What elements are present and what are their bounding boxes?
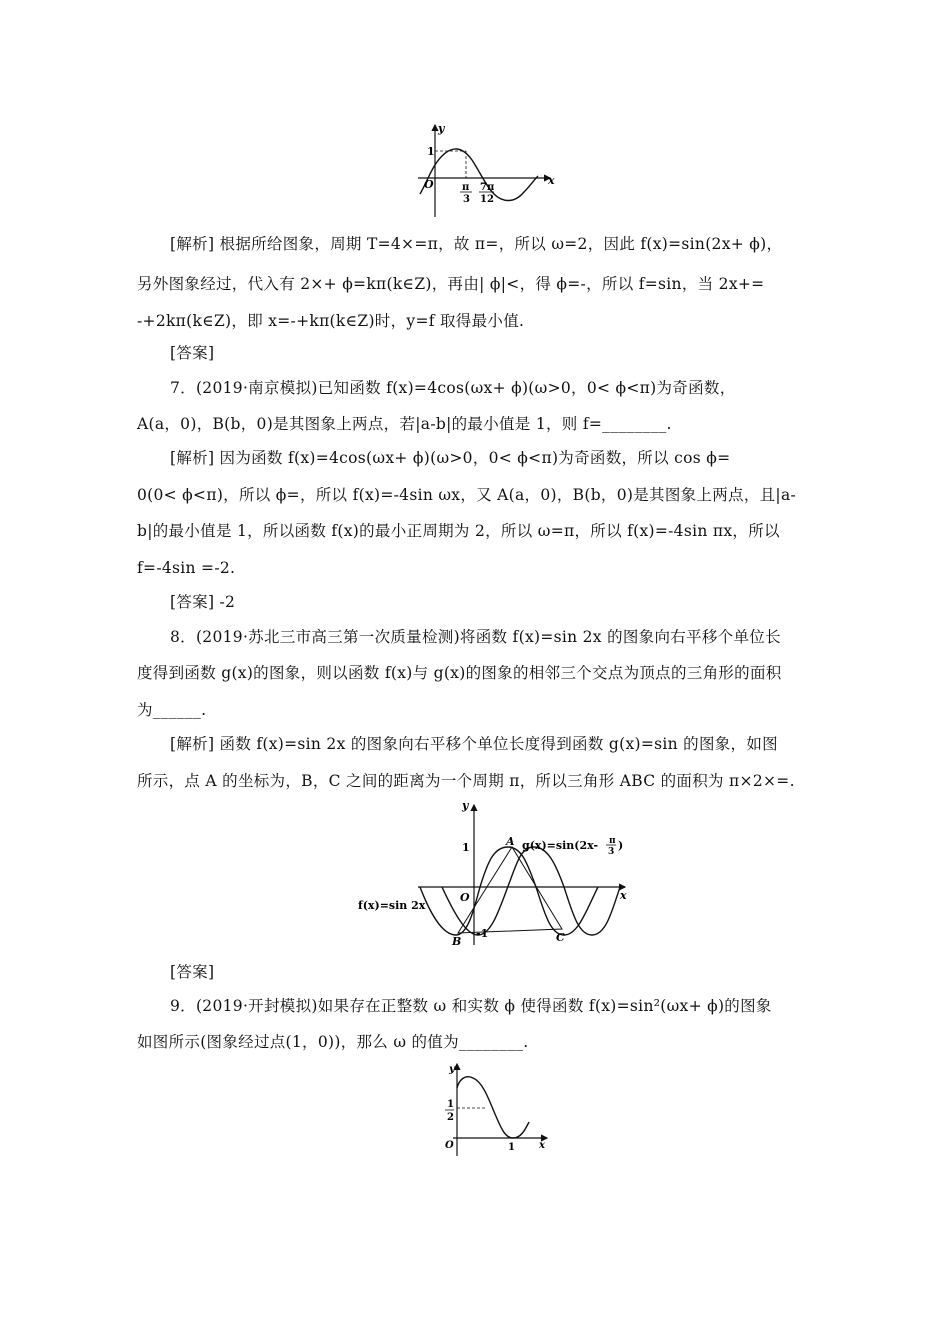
x-tick-one: 1	[508, 1142, 515, 1153]
y-label: y	[462, 799, 469, 812]
f-function-label: f(x)=sin 2x	[358, 899, 426, 912]
origin-label: O	[445, 1140, 454, 1151]
point-c-label: C	[556, 931, 565, 944]
y-tick-one: 1	[462, 841, 470, 854]
q8-analysis-line-1: [解析] 函数 f(x)=sin 2x 的图象向右平移个单位长度得到函数 g(x)=sin 的图象，如图	[170, 735, 778, 753]
y-tick-one: 1	[427, 145, 435, 158]
y-label: y	[449, 1064, 455, 1075]
g-function-pi: π	[609, 836, 616, 846]
sine-graph-figure-1	[390, 120, 570, 220]
q8-analysis-line-2: 所示，点 A 的坐标为，B，C 之间的距离为一个周期 π，所以三角形 ABC 的面积为 π×2×=.	[137, 772, 795, 790]
half-num: 1	[447, 1099, 454, 1110]
g-function-close: )	[618, 839, 624, 852]
q9-line-2: 如图所示(图象经过点(1，0))，那么 ω 的值为________.	[137, 1033, 529, 1051]
q7-line-1: 7．(2019·南京模拟)已知函数 f(x)=4cos(ωx+ ϕ)(ω>0，0< ϕ<π)为奇函数，	[170, 379, 736, 397]
origin-label: O	[424, 178, 434, 191]
origin-label: O	[460, 891, 470, 904]
tick-pi3-num: π	[462, 182, 470, 193]
tick-pi3-den: 3	[463, 194, 470, 205]
p6-analysis-line-1: [解析] 根据所给图象，周期 T=4×=π，故 π=，所以 ω=2，因此 f(x)=sin(2x+ ϕ)，	[170, 235, 783, 253]
q8-line-3: 为______.	[137, 701, 207, 719]
p6-analysis-line-2: 另外图象经过，代入有 2×+ ϕ=kπ(k∈Z)，再由| ϕ|<，得 ϕ=-，所以 f=sin，当 2x+=	[137, 275, 765, 293]
g-function-label: g(x)=sin(2x-	[522, 839, 599, 852]
y-tick-neg-one: -1	[476, 927, 489, 940]
q7-analysis-line-4: f=-4sin =-2.	[137, 559, 236, 577]
q7-line-2: A(a，0)，B(b，0)是其图象上两点，若|a-b|的最小值是 1，则 f=________.	[137, 415, 672, 433]
tick-7pi12-num: 7π	[480, 182, 495, 193]
half-den: 2	[447, 1112, 454, 1123]
x-label: x	[548, 174, 555, 187]
q7-analysis-line-1: [解析] 因为函数 f(x)=4cos(ωx+ ϕ)(ω>0，0< ϕ<π)为奇函数，所以 cos ϕ=	[170, 449, 731, 467]
g-function-den: 3	[608, 847, 615, 857]
point-a-label: A	[506, 835, 515, 848]
sine-squared-graph-figure-3	[425, 1060, 565, 1160]
q8-line-1: 8．(2019·苏北三市高三第一次质量检测)将函数 f(x)=sin 2x 的图象向右平移个单位长	[170, 628, 781, 646]
p6-analysis-line-3: -+2kπ(k∈Z)，即 x=-+kπ(k∈Z)时，y=f 取得最小值.	[137, 312, 525, 330]
y-label: y	[438, 122, 445, 135]
point-b-label: B	[452, 935, 462, 948]
q8-line-2: 度得到函数 g(x)的图象，则以函数 f(x)与 g(x)的图象的相邻三个交点为顶点的三角形的面积	[137, 664, 782, 682]
f-curve	[420, 847, 598, 935]
tick-7pi12-den: 12	[480, 194, 494, 205]
p6-answer: [答案]	[170, 344, 215, 362]
q8-answer: [答案]	[170, 963, 215, 981]
q7-analysis-line-2: 0(0< ϕ<π)，所以 ϕ=，所以 f(x)=-4sin ωx，又 A(a，0)，B(b，0)是其图象上两点，且|a-	[137, 486, 797, 504]
sine-graph-figure-2	[350, 795, 640, 950]
q7-answer: [答案] -2	[170, 593, 236, 611]
q9-line-1: 9．(2019·开封模拟)如果存在正整数 ω 和实数 ϕ 使得函数 f(x)=sin²(ωx+ ϕ)的图象	[170, 997, 772, 1015]
q7-analysis-line-3: b|的最小值是 1，所以函数 f(x)的最小正周期为 2，所以 ω=π，所以 f(x)=-4sin πx，所以	[137, 522, 780, 540]
curve	[457, 1077, 529, 1138]
x-label: x	[620, 889, 627, 902]
sine-curve	[420, 149, 538, 201]
x-label: x	[539, 1140, 545, 1151]
